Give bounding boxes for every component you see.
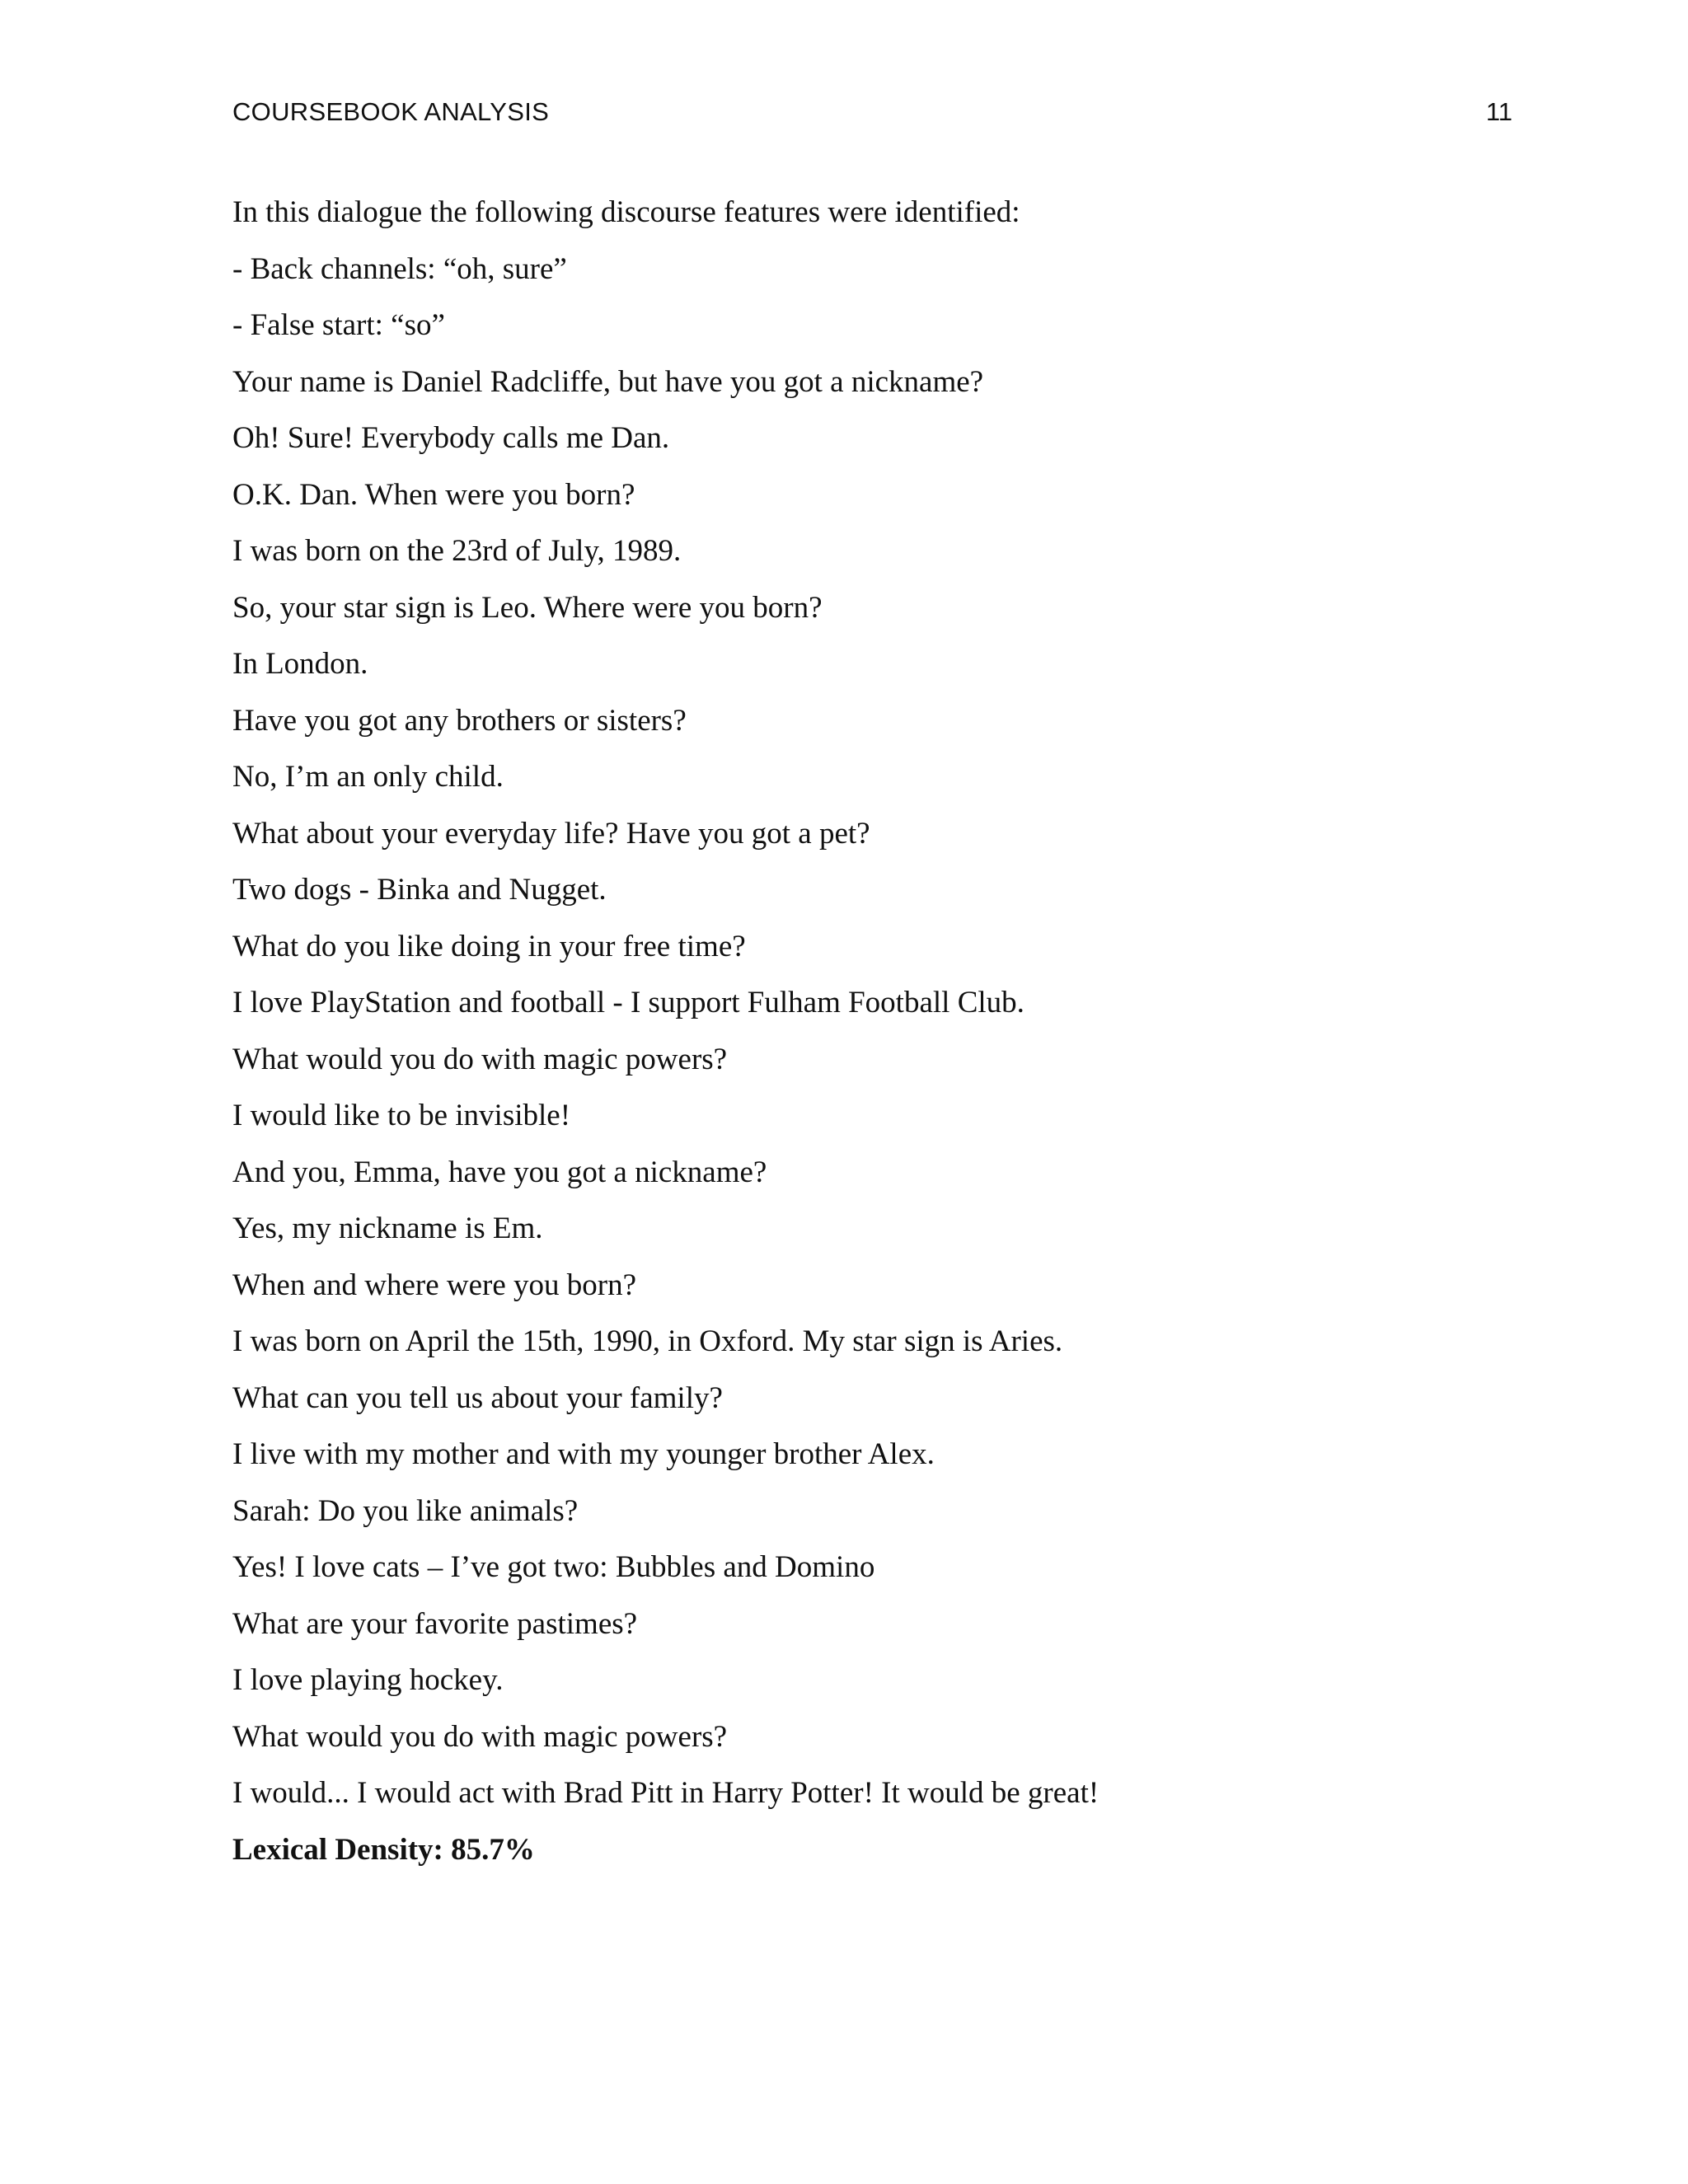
- dialogue-line: Two dogs - Binka and Nugget.: [232, 873, 607, 907]
- dialogue-line: Yes, my nickname is Em.: [232, 1212, 543, 1245]
- dialogue-line: I love PlayStation and football - I support Fulham Football Club.: [232, 986, 1025, 1019]
- dialogue-line: What would you do with magic powers?: [232, 1042, 728, 1076]
- dialogue-line: What about your everyday life? Have you got a pet?: [232, 816, 870, 851]
- intro-paragraph: In this dialogue the following discourse features were identified:: [232, 195, 1020, 229]
- dialogue-line: I live with my mother and with my younger brother Alex.: [232, 1437, 935, 1471]
- dialogue-line: I was born on April the 15th, 1990, in Oxford. My star sign is Aries.: [232, 1324, 1063, 1358]
- dialogue-line: Sarah: Do you like animals?: [232, 1493, 579, 1528]
- dialogue-line: I love playing hockey.: [232, 1663, 504, 1697]
- running-head: COURSEBOOK ANALYSIS: [232, 97, 550, 126]
- dialogue-line: What do you like doing in your free time?: [232, 929, 746, 963]
- dialogue-line: What can you tell us about your family?: [232, 1380, 723, 1415]
- dialogue-line: And you, Emma, have you got a nickname?: [232, 1155, 767, 1189]
- dialogue-line: In London.: [232, 647, 368, 681]
- dialogue-line: Your name is Daniel Radcliffe, but have you got a nickname?: [232, 364, 984, 399]
- dialogue-line: When and where were you born?: [232, 1268, 637, 1302]
- dialogue-line: What are your favorite pastimes?: [232, 1606, 638, 1641]
- dialogue-line: Oh! Sure! Everybody calls me Dan.: [232, 421, 670, 455]
- dialogue-line: No, I’m an only child.: [232, 760, 504, 794]
- dialogue-line: O.K. Dan. When were you born?: [232, 477, 635, 512]
- dialogue-line: I was born on the 23rd of July, 1989.: [232, 534, 682, 568]
- lexical-density: Lexical Density: 85.7%: [232, 1832, 535, 1867]
- dialogue-line: I would... I would act with Brad Pitt in Harry Potter! It would be great!: [232, 1776, 1100, 1810]
- dialogue-line: I would like to be invisible!: [232, 1099, 571, 1132]
- page-number: 11: [1485, 97, 1512, 126]
- dialogue-line: So, your star sign is Leo. Where were you born?: [232, 590, 823, 625]
- dialogue-line: What would you do with magic powers?: [232, 1719, 728, 1754]
- feature-item: - Back channels: “oh, sure”: [232, 251, 567, 286]
- dialogue-line: Yes! I love cats – I’ve got two: Bubbles and Domino: [232, 1550, 875, 1584]
- body-text: [232, 190, 1518, 1883]
- dialogue-line: Have you got any brothers or sisters?: [232, 703, 687, 738]
- feature-item: - False start: “so”: [232, 308, 445, 342]
